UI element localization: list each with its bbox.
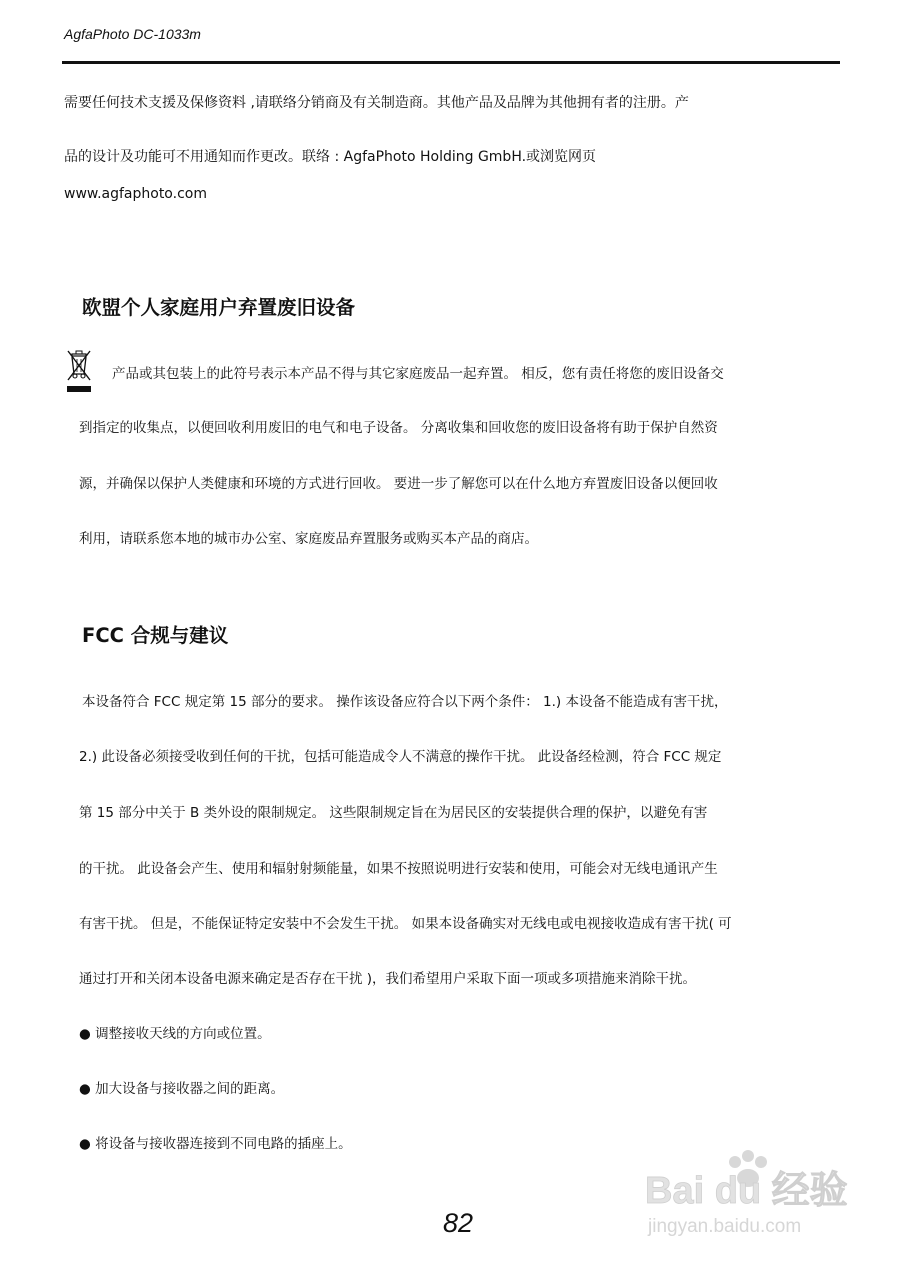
- fcc-bullet: ● 加大设备与接收器之间的距离。: [79, 1081, 285, 1097]
- header-title: AgfaPhoto DC-1033m: [64, 26, 201, 42]
- weee-heading: 欧盟个人家庭用户弃置废旧设备: [82, 296, 356, 319]
- fcc-bullet: ● 调整接收天线的方向或位置。: [79, 1026, 271, 1042]
- fcc-line: 2.) 此设备必须接受收到任何的干扰，包括可能造成令人不满意的操作干扰。 此设备经检测，符合 FCC 规定: [79, 749, 722, 765]
- fcc-heading: FCC 合规与建议: [82, 624, 229, 647]
- fcc-line: 第 15 部分中关于 B 类外设的限制规定。 这些限制规定旨在为居民区的安装提供合理的保护，以避免有害: [79, 805, 708, 821]
- fcc-line: 有害干扰。 但是，不能保证特定安装中不会发生干扰。 如果本设备确实对无线电或电视接收造成有害干扰( 可: [79, 916, 732, 932]
- baidu-jingyan-watermark: [640, 1140, 860, 1250]
- weee-line: 利用，请联系您本地的城市办公室、家庭废品弃置服务或购买本产品的商店。: [79, 531, 538, 547]
- weee-line: 产品或其包装上的此符号表示本产品不得与其它家庭废品一起弃置。 相反，您有责任将您的废旧设备交: [112, 366, 724, 382]
- intro-line: 品的设计及功能可不用通知而作更改。联络 : AgfaPhoto Holding GmbH.或浏览网页: [64, 149, 597, 165]
- weee-line: 源，并确保以保护人类健康和环境的方式进行回收。 要进一步了解您可以在什么地方弃置废旧设备以便回收: [79, 476, 718, 492]
- watermark-logo: Bai du 经验: [645, 1170, 848, 1212]
- fcc-bullet: ● 将设备与接收器连接到不同电路的插座上。: [79, 1136, 352, 1152]
- weee-line: 到指定的收集点，以便回收利用废旧的电气和电子设备。 分离收集和回收您的废旧设备将有助于保护自然资: [79, 420, 718, 436]
- crossed-out-wheelie-bin-icon: [66, 348, 92, 394]
- header-divider: [62, 61, 840, 64]
- fcc-line: 通过打开和关闭本设备电源来确定是否存在干扰 )，我们希望用户采取下面一项或多项措施来消除干扰。: [79, 971, 697, 987]
- intro-link[interactable]: www.agfaphoto.com: [64, 186, 207, 202]
- fcc-line: 的干扰。 此设备会产生、使用和辐射射频能量，如果不按照说明进行安装和使用，可能会对无线电通讯产生: [79, 861, 718, 877]
- watermark-url: jingyan.baidu.com: [648, 1216, 802, 1237]
- page-number: 82: [443, 1208, 474, 1238]
- fcc-line: 本设备符合 FCC 规定第 15 部分的要求。 操作该设备应符合以下两个条件： 1.) 本设备不能造成有害干扰，: [82, 694, 728, 710]
- intro-line: 需要任何技术支援及保修资料 ,请联络分销商及有关制造商。其他产品及品牌为其他拥有者的注册。产: [64, 95, 689, 111]
